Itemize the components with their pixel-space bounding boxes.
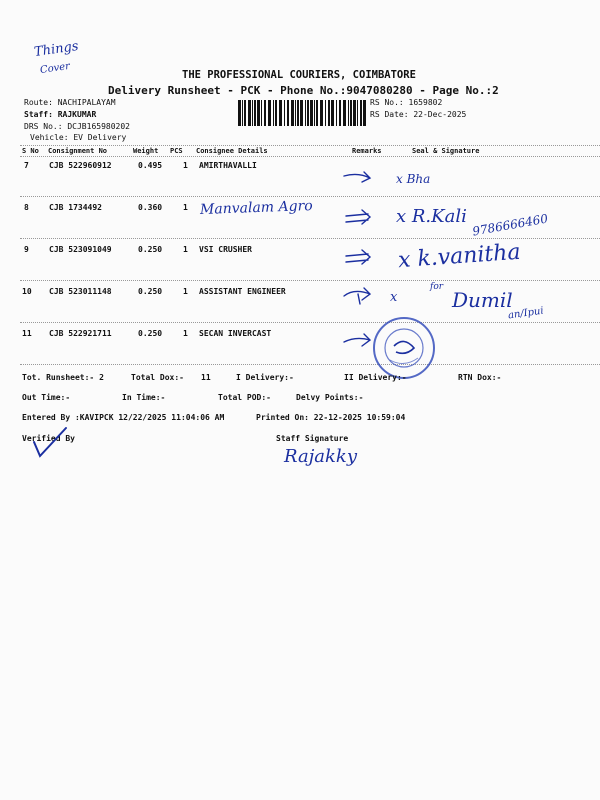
company-seal-stamp [372,316,436,380]
col-header-pcs: PCS [170,147,183,155]
verified-check-mark [30,424,70,460]
out-time: Out Time:- [22,393,71,402]
table-row-9-consignee: VSI CRUSHER [199,245,252,254]
staff-signature-label: Staff Signature [276,434,349,443]
document-title: Delivery Runsheet - PCK - Phone No.:9047080280 - Page No.:2 [108,84,499,97]
col-header-remarks: Remarks [352,147,382,155]
col-header-sno: S No [22,147,39,155]
table-row-11-sno: 11 [22,329,32,338]
table-row-11-weight: 0.250 [138,329,163,338]
vehicle-field: Vehicle: EV Delivery [30,133,127,142]
barcode [238,100,366,126]
table-row-7-sno: 7 [24,161,29,170]
table-row-10-consignment: CJB 523011148 [49,287,112,296]
table-row-11-consignment: CJB 522921711 [49,329,112,338]
row-8-phone: 9786666460 [471,211,549,239]
row-10-for: for [430,282,444,292]
table-row-10-weight: 0.250 [138,287,163,296]
table-row-10-sno: 10 [22,287,32,296]
row-8-signature: x R.Kali [396,206,467,227]
staff-signature: Rajakky [284,446,357,467]
table-row-8-consignment: CJB 1734492 [49,203,102,212]
rs-date-field: RS Date: 22-Dec-2025 [370,110,467,119]
table-row-10-pcs: 1 [183,287,188,296]
total-dox-value: 11 [201,373,211,382]
staff-field: Staff: RAJKUMAR [24,110,97,119]
total-dox-label: Total Dox:- [131,373,184,382]
entered-by: Entered By :KAVIPCK 12/22/2025 11:04:06 AM [22,413,225,422]
row-9-signature: x k.vanitha [397,239,522,274]
col-header-consignment: Consignment No [48,147,108,155]
row-10-signature: Dumil [452,288,513,312]
total-pod: Total POD:- [218,393,271,402]
table-row-9-pcs: 1 [183,245,188,254]
table-row-7-weight: 0.495 [138,161,163,170]
handwritten-note: Things [33,38,80,61]
row-10-signature-sub: an/Ipui [507,305,545,322]
delvy-points: Delvy Points:- [296,393,364,402]
printed-on: Printed On: 22-12-2025 10:59:04 [256,413,406,422]
route-field: Route: NACHIPALAYAM [24,98,116,107]
table-row-9-consignment: CJB 523091049 [49,245,112,254]
col-header-weight: Weight [133,147,159,155]
row-10-signature-mark: x [390,290,398,305]
table-row-7-consignee: AMIRTHAVALLI [199,161,257,170]
rtn-dox: RTN Dox:- [458,373,502,382]
table-row-10-consignee: ASSISTANT ENGINEER [199,287,286,296]
col-header-consignee: Consignee Details [196,147,268,155]
table-row-11-consignee: SECAN INVERCAST [199,329,272,338]
table-row-11-pcs: 1 [183,329,188,338]
company-name: THE PROFESSIONAL COURIERS, COIMBATORE [182,69,416,81]
verified-by-label: Verified By [22,434,75,443]
table-row-7-consignment: CJB 522960912 [49,161,112,170]
table-row-9-sno: 9 [24,245,29,254]
table-row-9-weight: 0.250 [138,245,163,254]
i-delivery: I Delivery:- [236,373,294,382]
table-row-8-pcs: 1 [183,203,188,212]
col-header-seal-signature: Seal & Signature [412,147,480,155]
row-8-handwritten-consignee: Manvalam Agro [199,198,313,218]
in-time: In Time:- [122,393,166,402]
rs-no-field: RS No.: 1659802 [370,98,443,107]
drs-field: DRS No.: DCJB165980202 [24,122,130,131]
table-row-8-sno: 8 [24,203,29,212]
handwritten-note-2: Cover [39,60,71,77]
table-row-7-pcs: 1 [183,161,188,170]
ii-delivery: II Delivery:- [344,373,407,382]
row-7-signature: x Bha [396,172,431,186]
tot-runsheet: Tot. Runsheet:- 2 [22,373,104,382]
table-row-8-weight: 0.360 [138,203,163,212]
